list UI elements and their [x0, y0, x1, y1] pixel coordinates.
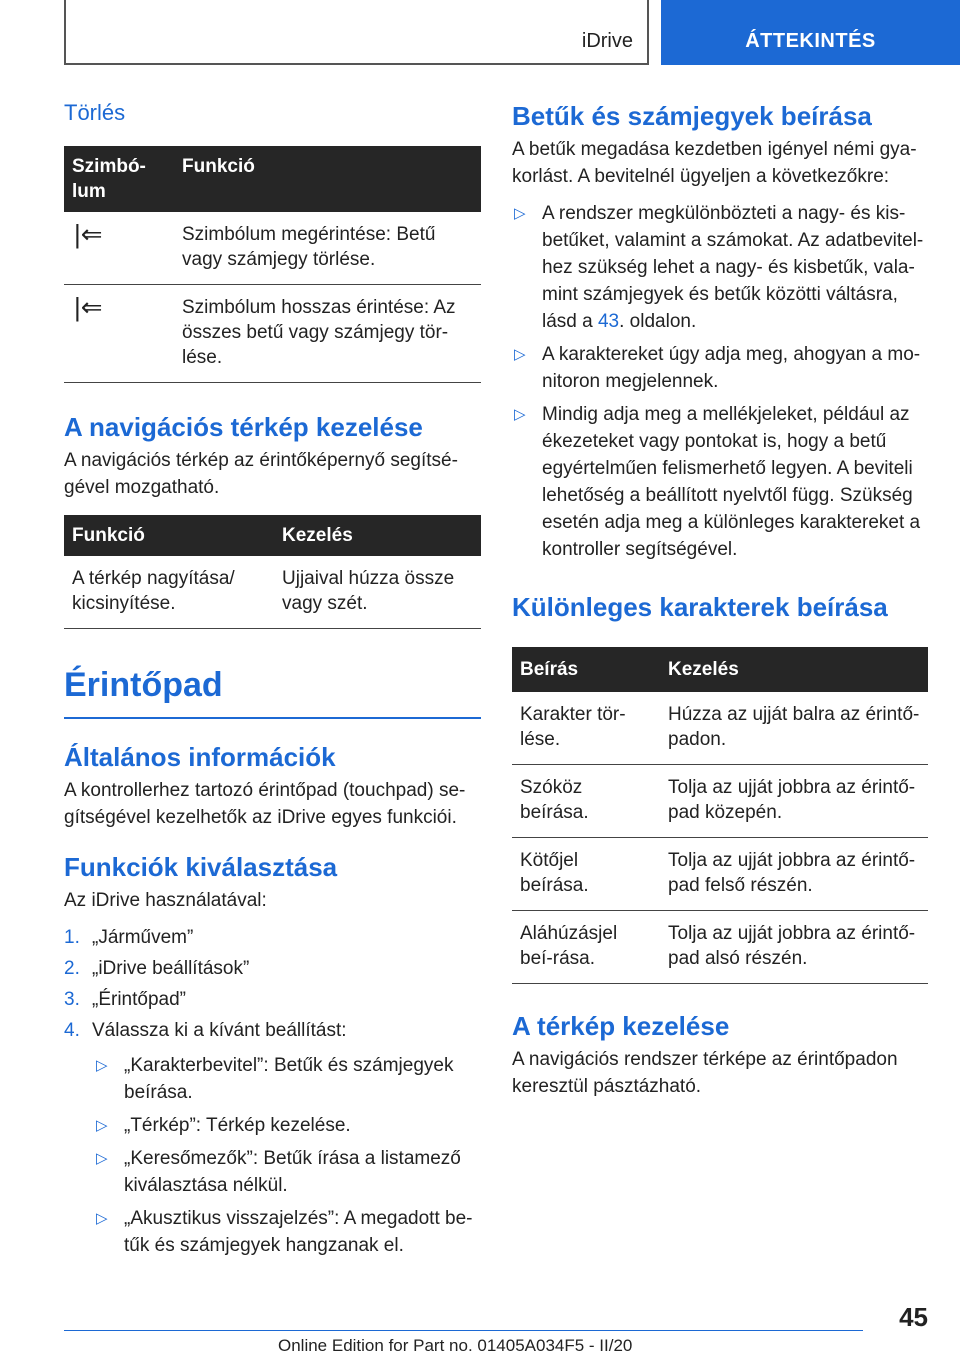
list-item: [94, 1205, 481, 1259]
navmap-table: [64, 515, 481, 629]
step-text: „iDrive beállítások”: [92, 958, 250, 979]
header-chapter-label: ÁTTEKINTÉS: [745, 30, 876, 52]
header-section-box: [64, 0, 649, 65]
special-cell-operation: Tolja az ujját jobbra az érintő-pad felső részén.: [660, 838, 928, 911]
bullet-triangle-icon: ▷: [514, 406, 526, 423]
special-table: [512, 647, 928, 984]
bullet-triangle-icon: ▷: [96, 1057, 108, 1074]
table-row: [512, 765, 928, 838]
letters-text: A betűk megadása kezdetben igényel némi gya-korlást. A bevitelnél ügyeljen a következőkre:: [512, 139, 917, 187]
special-cell-operation: Húzza az ujját balra az érintő-padon.: [660, 692, 928, 765]
list-item: [512, 401, 928, 563]
step-text: Válassza ki a kívánt beállítást:: [92, 1020, 347, 1041]
table-row: [64, 556, 481, 629]
delete-icon: |⇐: [64, 285, 174, 383]
list-item: [64, 955, 481, 982]
bullet-triangle-icon: ▷: [96, 1150, 108, 1167]
table-row: [512, 838, 928, 911]
step-number: 3.: [64, 989, 80, 1010]
step-number: 1.: [64, 927, 80, 948]
general-title: Általános információk: [64, 742, 336, 772]
letters-bullets: [512, 200, 928, 563]
bullet-text: A karaktereket úgy adja meg, ahogyan a mo-nitoron megjelennek.: [542, 344, 921, 392]
torles-title: Törlés: [64, 100, 126, 125]
table-row: [512, 692, 928, 765]
navmap-text: A navigációs térkép az érintőképernyő segítsé-gével mozgatható.: [64, 450, 458, 498]
special-cell-input: Kötőjel beírása.: [512, 838, 660, 911]
right-column: [512, 100, 928, 1100]
select-intro: Az iDrive használatával:: [64, 890, 267, 911]
bullet-triangle-icon: ▷: [514, 346, 526, 363]
special-cell-input: Aláhúzásjel beí-rása.: [512, 911, 660, 984]
step-number: 4.: [64, 1020, 80, 1041]
left-column: [64, 100, 481, 1265]
page-number: 45: [899, 1302, 928, 1332]
header-section-label: iDrive: [581, 30, 633, 52]
option-text: „Karakterbevitel”: Betűk és számjegyek beírása.: [124, 1055, 454, 1103]
general-text: A kontrollerhez tartozó érintőpad (touchpad) se-gítségével kezelhetők az iDrive egyes funkciói.: [64, 780, 466, 828]
option-text: „Keresőmezők”: Betűk írása a listamező kiválasztása nélkül.: [124, 1148, 461, 1196]
list-item: [64, 924, 481, 951]
page-link[interactable]: 43: [597, 311, 620, 332]
list-item: [64, 986, 481, 1013]
table-row: [512, 911, 928, 984]
select-title: Funkciók kiválasztása: [64, 852, 338, 882]
option-text: „Térkép”: Térkép kezelése.: [124, 1115, 351, 1136]
special-cell-operation: Tolja az ujját jobbra az érintő-pad alsó részén.: [660, 911, 928, 984]
select-steps: [64, 924, 481, 1044]
touchpad-title: Érintőpad: [64, 665, 481, 719]
footer-edition: Online Edition for Part no. 01405A034F5 - II/20: [278, 1336, 633, 1355]
step-text: „Járművem”: [92, 927, 194, 948]
special-cell-input: Szóköz beírása.: [512, 765, 660, 838]
torles-header-function: Funkció: [174, 146, 481, 212]
bullet-text: Mindig adja meg a mellékjeleket, például az ékezeteket vagy pontokat is, hogy a betű egyértelműen felismerhető legyen. A beviteli lehetőség a beállított nyelvtől függ. Szükség esetén adja meg a különleges karaktereket a kontroller segítségével.: [542, 404, 921, 560]
header-chapter-tab[interactable]: [661, 0, 960, 65]
torles-row-text: Szimbólum megérintése: Betű vagy számjegy törlése.: [174, 212, 481, 285]
list-item: [94, 1112, 481, 1139]
mapctl-text: A navigációs rendszer térképe az érintőpadon keresztül pásztázható.: [512, 1049, 898, 1097]
torles-table: [64, 146, 481, 383]
delete-icon: |⇐: [64, 212, 174, 285]
letters-title: Betűk és számjegyek beírása: [512, 101, 872, 131]
bullet-triangle-icon: ▷: [96, 1210, 108, 1227]
list-item: [94, 1145, 481, 1199]
special-cell-input: Karakter tör-lése.: [512, 692, 660, 765]
list-item: [64, 1017, 481, 1044]
bullet-triangle-icon: ▷: [514, 205, 526, 222]
navmap-header-operation: Kezelés: [274, 515, 481, 556]
footer-divider: [64, 1330, 863, 1331]
torles-row-text: Szimbólum hosszas érintése: Az összes betű vagy számjegy tör-lése.: [174, 285, 481, 383]
bullet-triangle-icon: ▷: [96, 1117, 108, 1134]
special-title: Különleges karakterek beírása: [512, 592, 888, 622]
table-row: [64, 285, 481, 383]
list-item: [512, 200, 928, 335]
navmap-header-function: Funkció: [64, 515, 274, 556]
special-header-operation: Kezelés: [660, 647, 928, 692]
special-header-input: Beírás: [512, 647, 660, 692]
table-row: [64, 212, 481, 285]
navmap-cell-operation: Ujjaival húzza össze vagy szét.: [274, 556, 481, 629]
bullet-text-end: . oldalon.: [619, 311, 697, 332]
step-text: „Érintőpad”: [92, 989, 186, 1010]
navmap-cell-function: A térkép nagyítása/ kicsinyítése.: [64, 556, 274, 629]
mapctl-title: A térkép kezelése: [512, 1011, 730, 1041]
special-cell-operation: Tolja az ujját jobbra az érintő-pad közepén.: [660, 765, 928, 838]
list-item: [94, 1052, 481, 1106]
torles-header-symbol: Szimbó-lum: [64, 146, 174, 212]
option-text: „Akusztikus visszajelzés”: A megadott be-tűk és számjegyek hangzanak el.: [124, 1208, 473, 1256]
list-item: [512, 341, 928, 395]
select-options: [94, 1052, 481, 1259]
navmap-title: A navigációs térkép kezelése: [64, 412, 423, 442]
step-number: 2.: [64, 958, 80, 979]
bullet-text: A rendszer megkülönbözteti a nagy- és kis-betűket, valamint a számokat. Az adatbevitel-hez szükség lehet a nagy- és kisbetűk, vala-mint számjegyek és betűk közötti váltásra, lásd a: [542, 203, 924, 332]
